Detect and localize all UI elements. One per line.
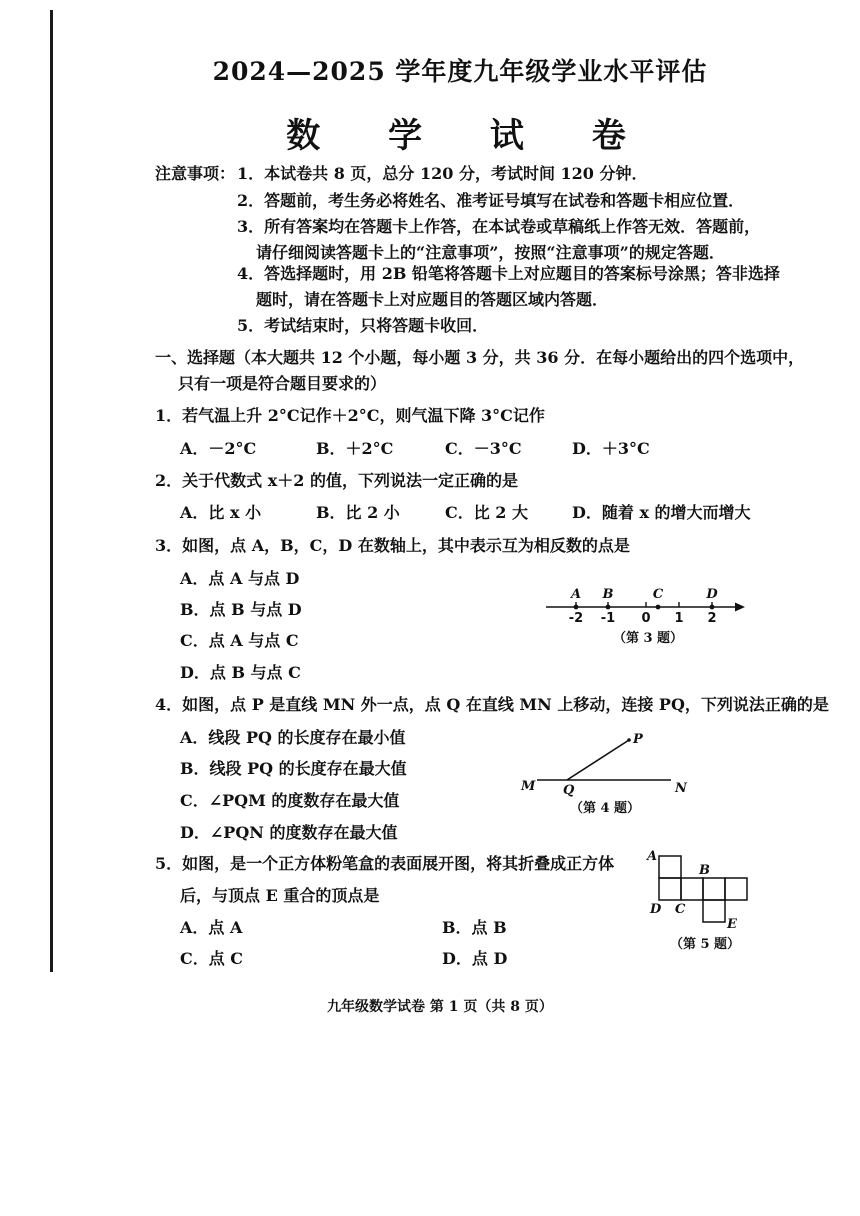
notice-item-5: 5．考试结束时，只将答题卡收回． bbox=[237, 316, 489, 335]
q4-option-a: A．线段 PQ 的长度存在最小值 bbox=[180, 728, 406, 747]
q3-option-b: B．点 B 与点 D bbox=[180, 600, 302, 619]
figure-3-caption: （第 3 题） bbox=[612, 631, 684, 646]
point-b-label: B bbox=[602, 587, 614, 602]
q2-stem: 2．关于代数式 x＋2 的值，下列说法一定正确的是 bbox=[155, 471, 518, 490]
tick-label-1: 1 bbox=[674, 611, 684, 626]
notice-label: 注意事项： bbox=[155, 164, 236, 183]
notice-item-3: 3．所有答案均在答题卡上作答，在本试卷或草稿纸上作答无效．答题前， bbox=[237, 217, 761, 236]
q4-stem: 4．如图，点 P 是直线 MN 外一点，点 Q 在直线 MN 上移动，连接 PQ，下列说法正确的是 bbox=[155, 695, 829, 714]
q5-option-c: C．点 C bbox=[180, 949, 244, 968]
label-p: P bbox=[633, 732, 643, 747]
point-a-dot bbox=[574, 605, 579, 610]
q3-option-d: D．点 B 与点 C bbox=[180, 663, 301, 682]
q1-stem: 1．若气温上升 2°C记作＋2°C，则气温下降 3°C记作 bbox=[155, 406, 545, 425]
tick-label-minus-1: -1 bbox=[600, 611, 616, 626]
net-face-2 bbox=[659, 878, 681, 900]
section-heading: 一、选择题（本大题共 12 个小题，每小题 3 分，共 36 分．在每小题给出的四个选项中， bbox=[155, 348, 805, 367]
q4-option-d: D．∠PQN 的度数存在最大值 bbox=[180, 823, 398, 842]
net-label-d: D bbox=[650, 902, 662, 917]
notice-item-3-cont: 请仔细阅读答题卡上的“注意事项”，按照“注意事项”的规定答题． bbox=[256, 243, 725, 262]
q5-option-a: A．点 A bbox=[180, 918, 243, 937]
number-line-figure bbox=[540, 586, 755, 648]
figure-4-caption: （第 4 题） bbox=[569, 801, 641, 816]
page-footer: 九年级数学试卷 第 1 页（共 8 页） bbox=[327, 999, 553, 1015]
point-c-dot bbox=[656, 605, 661, 610]
net-face-4 bbox=[703, 878, 725, 900]
tick-label-2: 2 bbox=[707, 611, 717, 626]
q5-option-d: D．点 D bbox=[442, 949, 508, 968]
point-p-dot bbox=[627, 738, 631, 742]
net-label-b: B bbox=[699, 863, 710, 878]
line-mn-figure bbox=[515, 728, 695, 816]
label-m: M bbox=[521, 779, 536, 794]
notice-item-1: 1．本试卷共 8 页，总分 120 分，考试时间 120 分钟． bbox=[237, 164, 648, 183]
point-b-dot bbox=[606, 605, 611, 610]
net-face-3 bbox=[681, 878, 703, 900]
q4-option-c: C．∠PQM 的度数存在最大值 bbox=[180, 791, 400, 810]
net-label-c: C bbox=[675, 902, 686, 917]
exam-subject: 数 学 试 卷 bbox=[286, 116, 654, 156]
q1-option-b: B．＋2°C bbox=[316, 439, 394, 458]
tick-label-0: 0 bbox=[641, 611, 651, 626]
notice-item-4-cont: 题时，请在答题卡上对应题目的答题区域内答题． bbox=[256, 290, 609, 309]
q2-option-c: C．比 2 大 bbox=[445, 503, 529, 522]
notice-item-4: 4．答选择题时，用 2B 铅笔将答题卡上对应题目的答案标号涂黑；答非选择 bbox=[237, 264, 780, 283]
q2-option-d: D．随着 x 的增大而增大 bbox=[572, 503, 751, 522]
net-label-e: E bbox=[727, 917, 737, 932]
segment-pq bbox=[567, 740, 629, 780]
q5-stem-cont: 后，与顶点 E 重合的顶点是 bbox=[180, 886, 380, 905]
label-n: N bbox=[675, 781, 687, 796]
net-face-5 bbox=[725, 878, 747, 900]
figure-5-caption: （第 5 题） bbox=[669, 937, 741, 952]
net-label-a: A bbox=[647, 849, 658, 864]
section-heading-cont: 只有一项是符合题目要求的） bbox=[178, 374, 387, 393]
q2-option-a: A．比 x 小 bbox=[180, 503, 262, 522]
number-line-arrow bbox=[735, 603, 745, 612]
q2-option-b: B．比 2 小 bbox=[316, 503, 400, 522]
notice-item-2: 2．答题前，考生务必将姓名、准考证号填写在试卷和答题卡相应位置． bbox=[237, 191, 745, 210]
net-face-6 bbox=[703, 900, 725, 922]
point-c-label: C bbox=[652, 587, 664, 602]
point-a-label: A bbox=[570, 587, 582, 602]
q3-stem: 3．如图，点 A，B，C，D 在数轴上，其中表示互为相反数的点是 bbox=[155, 536, 630, 555]
q1-option-a: A．－2°C bbox=[180, 439, 257, 458]
tick-label-minus-2: -2 bbox=[568, 611, 584, 626]
q1-option-d: D．＋3°C bbox=[572, 439, 650, 458]
q5-option-b: B．点 B bbox=[442, 918, 507, 937]
q3-option-a: A．点 A 与点 D bbox=[180, 569, 300, 588]
exam-title: 2024—2025 学年度九年级学业水平评估 bbox=[212, 57, 708, 86]
net-face-1 bbox=[659, 856, 681, 878]
cube-net-figure bbox=[645, 846, 770, 956]
q4-option-b: B．线段 PQ 的长度存在最大值 bbox=[180, 759, 407, 778]
point-d-dot bbox=[710, 605, 715, 610]
label-q: Q bbox=[563, 783, 575, 798]
point-d-label: D bbox=[706, 587, 718, 602]
q3-option-c: C．点 A 与点 C bbox=[180, 631, 299, 650]
q1-option-c: C．－3°C bbox=[445, 439, 522, 458]
q5-stem: 5．如图，是一个正方体粉笔盒的表面展开图，将其折叠成正方体 bbox=[155, 854, 615, 873]
